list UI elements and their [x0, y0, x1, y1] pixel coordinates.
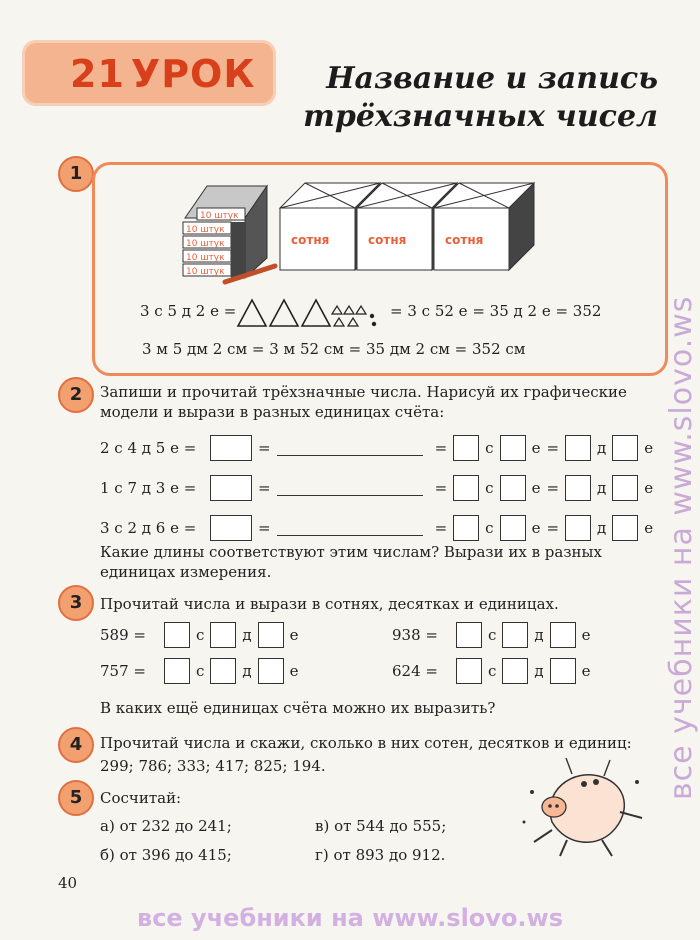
answer-box[interactable] — [502, 622, 528, 648]
page-title — [303, 60, 658, 136]
task5-item-b: б) от 396 до 415; — [100, 846, 232, 864]
task-number-2: 2 — [58, 377, 94, 413]
task5-item-a: а) от 232 до 241; — [100, 817, 232, 835]
answer-line[interactable] — [277, 521, 423, 536]
task3-item: 938 = с д е — [392, 622, 597, 648]
dot-icon — [372, 322, 376, 326]
answer-box[interactable] — [550, 658, 576, 684]
answer-box[interactable] — [210, 515, 252, 541]
small-triangle-icon — [332, 306, 342, 314]
task3-item: 589 = с д е — [100, 622, 305, 648]
stack-label-1: 10 штук — [200, 211, 239, 221]
answer-box[interactable] — [565, 475, 591, 501]
row-label: 3 с 2 д 6 е = — [100, 519, 197, 537]
task2-row: 2 с 4 д 5 е = = = с е = д е — [100, 433, 660, 463]
lesson-word: УРОК — [130, 52, 256, 96]
graphic-model — [236, 296, 386, 330]
task5-text: Сосчитай: — [100, 789, 182, 807]
tens-stack — [183, 186, 267, 278]
small-triangle-icon — [356, 306, 366, 314]
task3-item: 624 = с д е — [392, 658, 597, 684]
answer-box[interactable] — [500, 435, 526, 461]
task5-item-v: в) от 544 до 555; — [315, 817, 447, 835]
stack-label-2: 10 штук — [186, 225, 225, 235]
stack-label-3: 10 штук — [186, 239, 225, 249]
task-number-4: 4 — [58, 727, 94, 763]
title-line-2: трёхзначных чисел — [303, 99, 658, 134]
task2-text: Запиши и прочитай трёхзначные числа. Нарисуй их графические модели и вырази в разных единицах счёта: — [100, 383, 627, 421]
small-triangle-icon — [348, 318, 358, 326]
answer-box[interactable] — [210, 475, 252, 501]
task2-rows — [100, 433, 660, 543]
task3-question: В каких ещё единицах счёта можно их выразить? — [100, 699, 496, 717]
answer-box[interactable] — [502, 658, 528, 684]
task1-line1-right: = 3 с 52 е = 35 д 2 е = 352 — [390, 302, 602, 320]
dot-icon — [370, 314, 374, 318]
answer-line[interactable] — [277, 441, 423, 456]
answer-box[interactable] — [500, 515, 526, 541]
creature-illustration — [512, 752, 652, 860]
answer-box[interactable] — [453, 475, 479, 501]
task2-row: 3 с 2 д 6 е = = = с е = д е — [100, 513, 660, 543]
task-number-1: 1 — [58, 156, 94, 192]
answer-box[interactable] — [565, 515, 591, 541]
answer-box[interactable] — [164, 658, 190, 684]
answer-box[interactable] — [258, 622, 284, 648]
task2-question: Какие длины соответствуют этим числам? Вырази их в разных единицах измерения. — [100, 543, 602, 581]
answer-box[interactable] — [453, 515, 479, 541]
hundred-cube-3 — [434, 183, 534, 270]
small-triangle-icon — [344, 306, 354, 314]
side-watermark — [660, 150, 700, 800]
triangle-icon — [238, 300, 266, 326]
answer-line[interactable] — [277, 481, 423, 496]
triangle-icon — [270, 300, 298, 326]
answer-box[interactable] — [565, 435, 591, 461]
answer-box[interactable] — [612, 515, 638, 541]
cube-label-2: сотня — [368, 233, 407, 247]
task1-line2: 3 м 5 дм 2 см = 3 м 52 см = 35 дм 2 см = 352 см — [142, 340, 526, 358]
small-triangle-icon — [334, 318, 344, 326]
answer-box[interactable] — [164, 622, 190, 648]
task2-row: 1 с 7 д 3 е = = = с е = д е — [100, 473, 660, 503]
answer-box[interactable] — [210, 658, 236, 684]
answer-box[interactable] — [210, 622, 236, 648]
answer-box[interactable] — [456, 658, 482, 684]
task3-text: Прочитай числа и вырази в сотнях, десятках и единицах. — [100, 595, 559, 613]
answer-box[interactable] — [500, 475, 526, 501]
row-label: 1 с 7 д 3 е = — [100, 479, 197, 497]
row-label: 2 с 4 д 5 е = — [100, 439, 197, 457]
answer-box[interactable] — [550, 622, 576, 648]
stack-label-5: 10 штук — [186, 267, 225, 277]
answer-box[interactable] — [258, 658, 284, 684]
title-line-1: Название и запись — [326, 61, 658, 96]
task-number-3: 3 — [58, 585, 94, 621]
task1-line1-left: 3 с 5 д 2 е = — [140, 302, 237, 320]
lesson-number: 21 — [70, 52, 125, 96]
hundreds-illustration — [175, 178, 585, 290]
stack-label-4: 10 штук — [186, 253, 225, 263]
task4-numbers: 299; 786; 333; 417; 825; 194. — [100, 757, 326, 775]
cube-label-3: сотня — [445, 233, 484, 247]
task5-item-g: г) от 893 до 912. — [315, 846, 446, 864]
task3-item: 757 = с д е — [100, 658, 305, 684]
answer-box[interactable] — [453, 435, 479, 461]
answer-box[interactable] — [612, 435, 638, 461]
task4-text: Прочитай числа и скажи, сколько в них сотен, десятков и единиц: — [100, 734, 632, 752]
task-number-5: 5 — [58, 780, 94, 816]
answer-box[interactable] — [456, 622, 482, 648]
answer-box[interactable] — [210, 435, 252, 461]
side-watermark-text: все учебники на www.slovo.ws — [664, 295, 699, 800]
answer-box[interactable] — [612, 475, 638, 501]
lesson-label — [70, 52, 255, 96]
triangle-icon — [302, 300, 330, 326]
bottom-watermark: все учебники на www.slovo.ws — [137, 904, 563, 932]
page-number: 40 — [58, 874, 78, 892]
cube-label-1: сотня — [291, 233, 330, 247]
